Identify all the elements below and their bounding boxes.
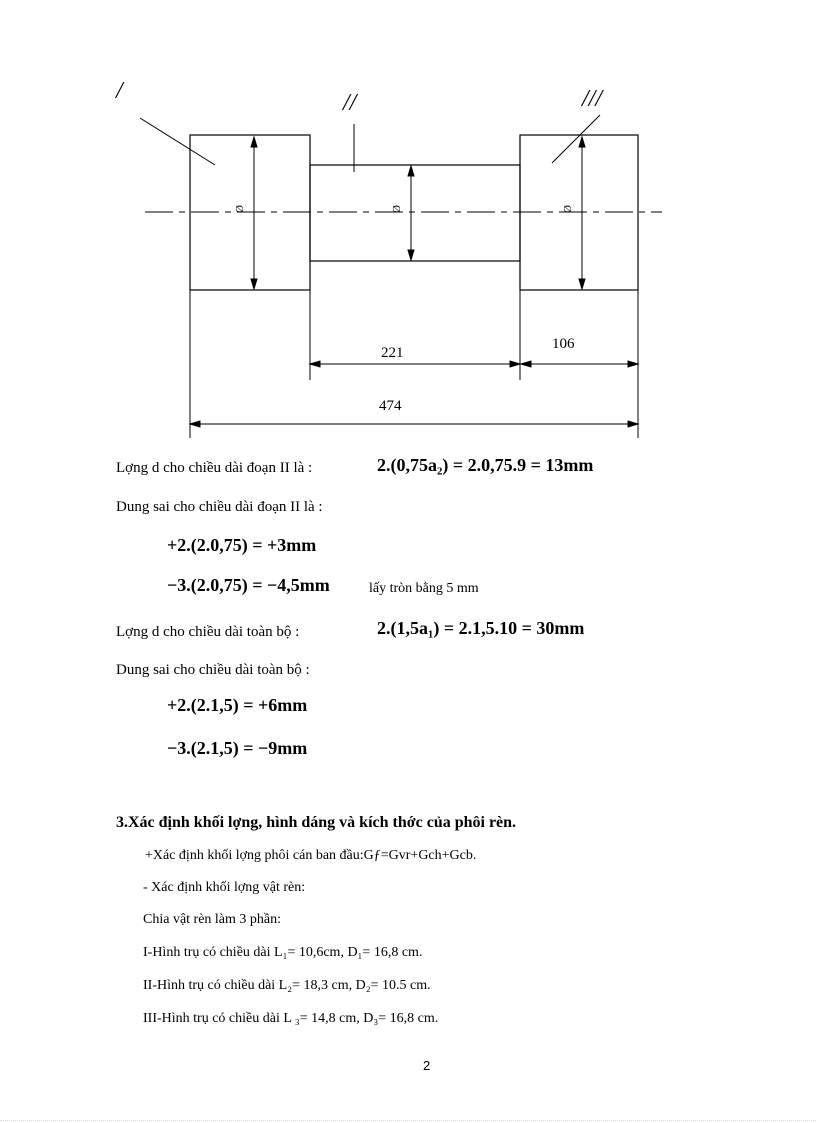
section-label-ii: // (343, 90, 357, 116)
item-blank-mass: +Xác định khối lợng phôi cán ban đầu:Gƒ=Gvr+Gch+Gcb. (145, 848, 477, 863)
section-ii-outline (310, 165, 520, 261)
dia-symbol-i: Ø (234, 205, 246, 213)
tolerance-ii-plus: +2.(2.0,75) = +3mm (167, 535, 317, 555)
section-label-iii: /// (582, 86, 603, 112)
allowance-total-label: Lợng d cho chiều dài toàn bộ : (116, 624, 300, 640)
tolerance-total-minus: −3.(2.1,5) = −9mm (167, 738, 308, 758)
part-2-text: II-Hình trụ có chiều dài L₂= 18,3 cm, D₂= 10.5 cm. (143, 978, 431, 993)
page-number: 2 (423, 1058, 431, 1073)
dim-text-total: 474 (379, 398, 402, 414)
shaft-drawing (0, 0, 816, 445)
leader-line-i (140, 118, 215, 165)
section-label-i: / (116, 78, 123, 104)
dim-text-right: 106 (552, 336, 575, 352)
section-3-heading: 3.Xác định khối lợng, hình dáng và kích thớc của phôi rèn. (116, 814, 517, 831)
dia-symbol-iii: Ø (562, 205, 574, 213)
part-3-text: III-Hình trụ có chiều dài L ₃= 14,8 cm, D₃= 16,8 cm. (143, 1011, 439, 1026)
dim-text-middle: 221 (381, 345, 404, 361)
dia-symbol-ii: Ø (391, 205, 403, 213)
tolerance-total-label: Dung sai cho chiều dài toàn bộ : (116, 662, 310, 678)
tolerance-total-plus: +2.(2.1,5) = +6mm (167, 695, 308, 715)
allowance-ii-label: Lợng d cho chiều dài đoạn II là : (116, 460, 313, 476)
allowance-ii-formula: 2.(0,75a₂) = 2.0,75.9 = 13mm (377, 455, 594, 475)
leader-line-iii (552, 115, 600, 163)
item-forging-mass: - Xác định khối lợng vật rèn: (143, 880, 306, 895)
tolerance-ii-round-note: lấy tròn bằng 5 mm (369, 581, 479, 596)
part-1-text: I-Hình trụ có chiều dài L₁= 10,6cm, D₁= 16,8 cm. (143, 945, 423, 960)
page-bottom-rule (0, 1120, 816, 1121)
tolerance-ii-minus: −3.(2.0,75) = −4,5mm (167, 575, 330, 595)
divide-text: Chia vật rèn làm 3 phần: (143, 912, 282, 927)
tolerance-ii-label: Dung sai cho chiều dài đoạn II là : (116, 499, 323, 515)
allowance-total-formula: 2.(1,5a₁) = 2.1,5.10 = 30mm (377, 618, 585, 638)
